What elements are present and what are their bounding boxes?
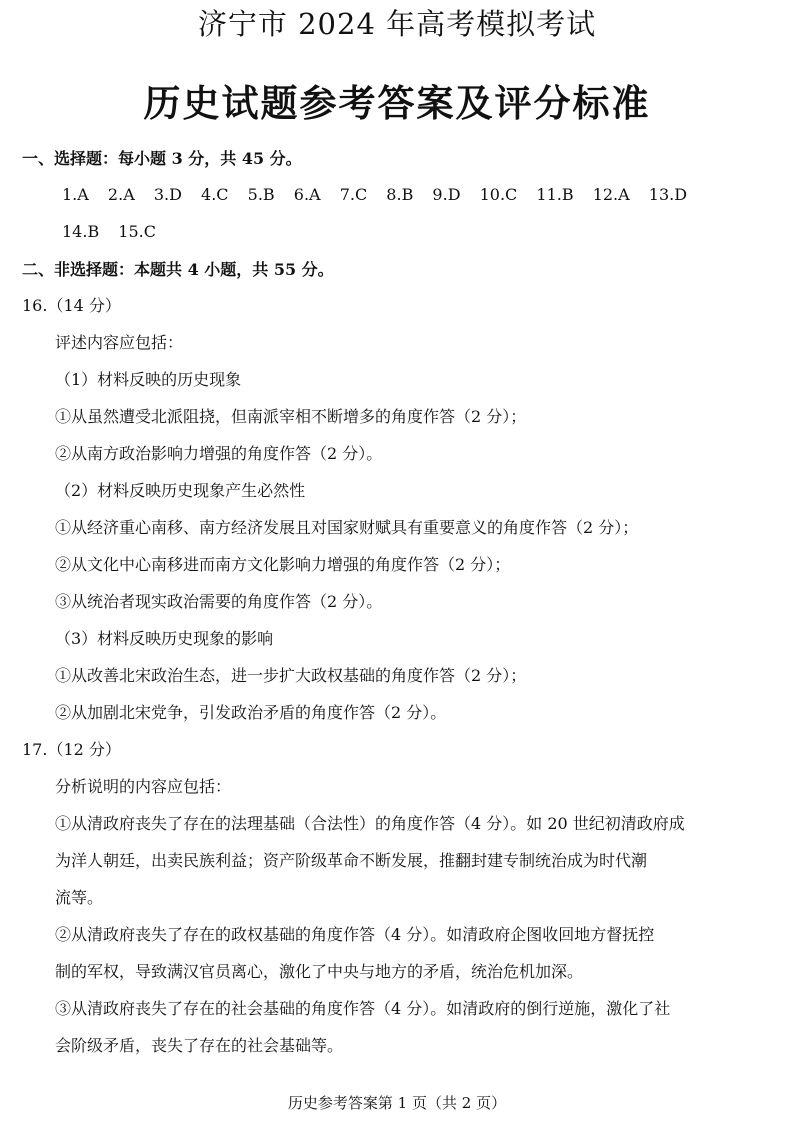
exam-title: 济宁市 2024 年高考模拟考试 bbox=[197, 7, 597, 41]
answers-row-2 bbox=[62, 220, 170, 244]
q16-part2-title: （2）材料反映历史现象产生必然性 bbox=[55, 481, 306, 500]
document-title: 历史试题参考答案及评分标准 bbox=[143, 81, 651, 125]
answer-item: 7.C bbox=[339, 185, 368, 204]
q16-part3-title: （3）材料反映历史现象的影响 bbox=[55, 629, 274, 648]
answer-item: 6.A bbox=[293, 185, 321, 204]
answer-item: 15.C bbox=[118, 222, 156, 241]
answer-item: 13.D bbox=[648, 185, 688, 204]
answer-item: 2.A bbox=[107, 185, 135, 204]
answer-item: 9.D bbox=[432, 185, 461, 204]
q16-part1-point-a: ①从虽然遭受北派阻挠，但南派宰相不断增多的角度作答（2 分）； bbox=[55, 407, 527, 426]
q16-part2-point-c: ③从统治者现实政治需要的角度作答（2 分）。 bbox=[55, 592, 383, 611]
answer-item: 8.B bbox=[386, 185, 414, 204]
q17-point-c-line2: 会阶级矛盾，丧失了存在的社会基础等。 bbox=[55, 1036, 344, 1055]
q16-part1-point-b: ②从南方政治影响力增强的角度作答（2 分）。 bbox=[55, 444, 383, 463]
q17-intro: 分析说明的内容应包括： bbox=[55, 777, 232, 796]
answers-row-1 bbox=[62, 183, 687, 207]
section1-heading: 一、选择题：每小题 3 分，共 45 分。 bbox=[22, 149, 302, 168]
answer-item: 11.B bbox=[536, 185, 574, 204]
q17-point-b-line2: 制的军权，导致满汉官员离心，激化了中央与地方的矛盾，统治危机加深。 bbox=[55, 962, 584, 981]
q17-point-b-line1: ②从清政府丧失了存在的政权基础的角度作答（4 分）。如清政府企图收回地方督抚控 bbox=[55, 925, 655, 944]
answer-item: 3.D bbox=[153, 185, 182, 204]
answer-item: 5.B bbox=[247, 185, 275, 204]
answer-item: 14.B bbox=[62, 222, 100, 241]
q16-part3-point-b: ②从加剧北宋党争，引发政治矛盾的角度作答（2 分）。 bbox=[55, 703, 447, 722]
answer-item: 4.C bbox=[201, 185, 229, 204]
q16-intro: 评述内容应包括： bbox=[55, 333, 184, 352]
q16-part1-title: （1）材料反映的历史现象 bbox=[55, 370, 242, 389]
q17-label: 17.（12 分） bbox=[22, 740, 121, 759]
q16-part3-point-a: ①从改善北宋政治生态，进一步扩大政权基础的角度作答（2 分）； bbox=[55, 666, 527, 685]
section2-heading: 二、非选择题：本题共 4 小题，共 55 分。 bbox=[22, 260, 334, 279]
page-footer: 历史参考答案第 1 页（共 2 页） bbox=[287, 1094, 507, 1112]
answer-item: 1.A bbox=[62, 185, 89, 204]
q17-point-a-line2: 为洋人朝廷，出卖民族利益；资产阶级革命不断发展，推翻封建专制统治成为时代潮 bbox=[55, 851, 648, 870]
q17-point-a-line3: 流等。 bbox=[55, 888, 104, 907]
q17-point-c-line1: ③从清政府丧失了存在的社会基础的角度作答（4 分）。如清政府的倒行逆施，激化了社 bbox=[55, 999, 671, 1018]
answer-item: 12.A bbox=[592, 185, 630, 204]
q17-point-a-line1: ①从清政府丧失了存在的法理基础（合法性）的角度作答（4 分）。如 20 世纪初清政府成 bbox=[55, 814, 685, 833]
answer-item: 10.C bbox=[479, 185, 518, 204]
q16-part2-point-b: ②从文化中心南移进而南方文化影响力增强的角度作答（2 分）； bbox=[55, 555, 511, 574]
q16-label: 16.（14 分） bbox=[22, 296, 121, 315]
q16-part2-point-a: ①从经济重心南移、南方经济发展且对国家财赋具有重要意义的角度作答（2 分）； bbox=[55, 518, 639, 537]
